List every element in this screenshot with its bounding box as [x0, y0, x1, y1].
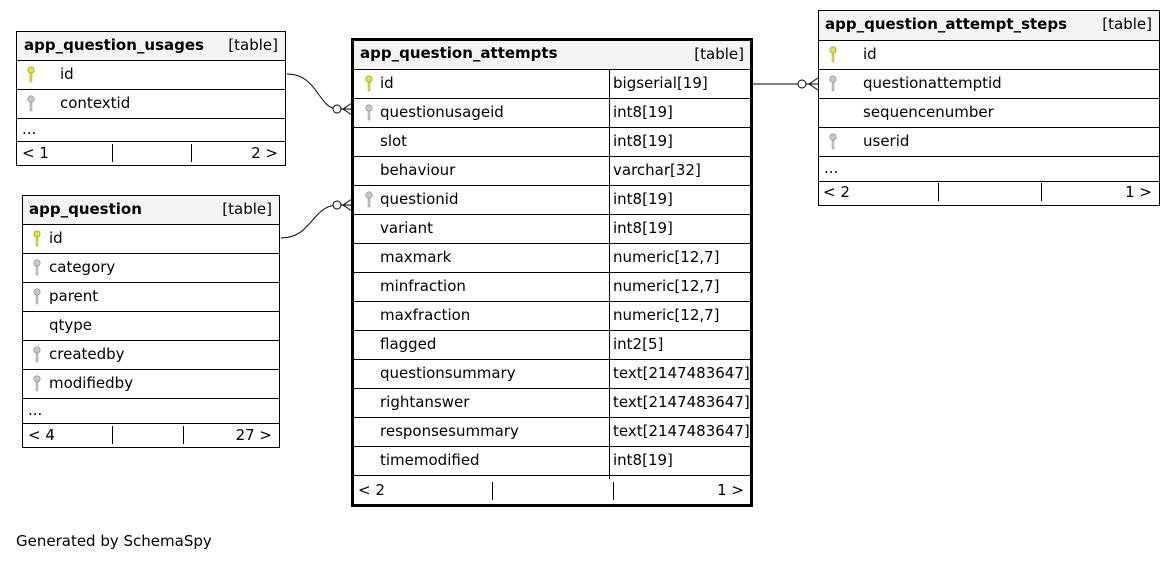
table-type: [table] [228, 36, 278, 54]
table-row[interactable] [819, 41, 1159, 70]
column-name: questionsummary [380, 364, 516, 382]
table-type: [table] [222, 200, 272, 218]
foreign-key-icon [33, 259, 41, 277]
table-header [17, 32, 285, 61]
column-name: modifiedby [49, 374, 134, 392]
table-row[interactable] [354, 418, 750, 447]
column-type: numeric[12,7] [613, 277, 720, 295]
column-type: text[2147483647] [613, 393, 750, 411]
column-type: numeric[12,7] [613, 248, 720, 266]
children-count: 2 > [251, 144, 278, 162]
table-footer [354, 479, 750, 504]
column-name: rightanswer [380, 393, 470, 411]
foreign-key-icon [829, 75, 837, 93]
column-name: flagged [380, 335, 437, 353]
column-name: responsesummary [380, 422, 519, 440]
table-row[interactable] [354, 360, 750, 389]
table-row[interactable] [23, 225, 279, 254]
column-type: int8[19] [613, 132, 673, 150]
table-row[interactable] [23, 370, 279, 399]
table-name: app_question_attempt_steps [825, 15, 1068, 33]
foreign-key-icon [365, 191, 373, 209]
column-name: id [380, 74, 394, 92]
column-name: variant [380, 219, 433, 237]
column-type: text[2147483647] [613, 364, 750, 382]
column-type: bigserial[19] [613, 74, 708, 92]
more-columns-ellipsis: ... [22, 120, 37, 138]
table-type: [table] [1102, 15, 1152, 33]
more-columns-ellipsis: ... [824, 159, 839, 177]
relationship-usage-to-attempt [287, 74, 352, 115]
generated-by-label: Generated by SchemaSpy [16, 532, 212, 550]
table-header [819, 11, 1159, 41]
table-row[interactable] [354, 157, 750, 186]
column-name: parent [49, 287, 99, 305]
more-columns-row [23, 399, 279, 424]
column-type: int2[5] [613, 335, 664, 353]
column-name: timemodified [380, 451, 480, 469]
table-row[interactable] [354, 70, 750, 99]
column-name: minfraction [380, 277, 466, 295]
table-row[interactable] [23, 341, 279, 370]
column-name: contextid [60, 94, 131, 112]
column-name: sequencenumber [863, 103, 994, 121]
table-name: app_question_usages [24, 36, 204, 54]
table-footer [17, 142, 285, 165]
table-name: app_question_attempts [360, 44, 558, 62]
table-row[interactable] [354, 447, 750, 476]
column-name: slot [380, 132, 408, 150]
more-columns-ellipsis: ... [28, 401, 43, 419]
column-name: questionid [380, 190, 459, 208]
column-type: int8[19] [613, 451, 673, 469]
column-name: questionusageid [380, 103, 504, 121]
column-name: id [49, 229, 63, 247]
table-row[interactable] [354, 128, 750, 157]
relationship-question-to-attempt [281, 199, 352, 238]
column-type: varchar[32] [613, 161, 701, 179]
parents-count: < 2 [358, 481, 385, 499]
column-name: id [60, 65, 74, 83]
column-type: text[2147483647] [613, 422, 750, 440]
foreign-key-icon [829, 133, 837, 151]
children-count: 1 > [717, 481, 744, 499]
table-row[interactable] [354, 331, 750, 360]
column-name: maxmark [380, 248, 452, 266]
column-name: behaviour [380, 161, 456, 179]
table-app-question-usages[interactable] [16, 31, 286, 166]
primary-key-icon [365, 75, 373, 93]
table-row[interactable] [17, 90, 285, 119]
column-name: id [863, 45, 877, 63]
table-app-question-attempt-steps[interactable] [818, 10, 1160, 206]
children-count: 27 > [235, 426, 272, 444]
primary-key-icon [33, 230, 41, 248]
table-row[interactable] [819, 99, 1159, 128]
table-footer [819, 181, 1159, 205]
table-row[interactable] [354, 273, 750, 302]
table-row[interactable] [23, 283, 279, 312]
table-row[interactable] [354, 302, 750, 331]
foreign-key-icon [33, 346, 41, 364]
column-type: int8[19] [613, 103, 673, 121]
table-header [23, 196, 279, 225]
column-name: userid [863, 132, 910, 150]
table-row[interactable] [354, 99, 750, 128]
table-row[interactable] [23, 254, 279, 283]
table-row[interactable] [354, 215, 750, 244]
relationship-attempt-to-steps [752, 78, 818, 90]
table-app-question-attempts[interactable] [351, 38, 753, 507]
table-footer [23, 424, 279, 447]
column-name: category [49, 258, 116, 276]
table-header [354, 41, 750, 70]
primary-key-icon [829, 46, 837, 64]
children-count: 1 > [1125, 183, 1152, 201]
column-type: int8[19] [613, 190, 673, 208]
table-row[interactable] [354, 244, 750, 273]
more-columns-row [17, 119, 285, 142]
table-row[interactable] [23, 312, 279, 341]
table-row[interactable] [354, 186, 750, 215]
table-type: [table] [694, 45, 744, 63]
column-name: maxfraction [380, 306, 471, 324]
table-row[interactable] [819, 70, 1159, 99]
table-name: app_question [29, 200, 142, 218]
column-type: numeric[12,7] [613, 306, 720, 324]
foreign-key-icon [33, 288, 41, 306]
parents-count: < 2 [823, 183, 850, 201]
primary-key-icon [27, 66, 35, 84]
foreign-key-icon [365, 104, 373, 122]
foreign-key-icon [27, 95, 35, 113]
parents-count: < 1 [22, 144, 49, 162]
column-type: int8[19] [613, 219, 673, 237]
table-row[interactable] [354, 389, 750, 418]
table-row[interactable] [17, 61, 285, 90]
table-app-question[interactable] [22, 195, 280, 448]
table-row[interactable] [819, 128, 1159, 157]
column-name: qtype [49, 316, 93, 334]
foreign-key-icon [33, 375, 41, 393]
column-name: createdby [49, 345, 125, 363]
more-columns-row [819, 157, 1159, 182]
parents-count: < 4 [28, 426, 55, 444]
column-name: questionattemptid [863, 74, 1002, 92]
